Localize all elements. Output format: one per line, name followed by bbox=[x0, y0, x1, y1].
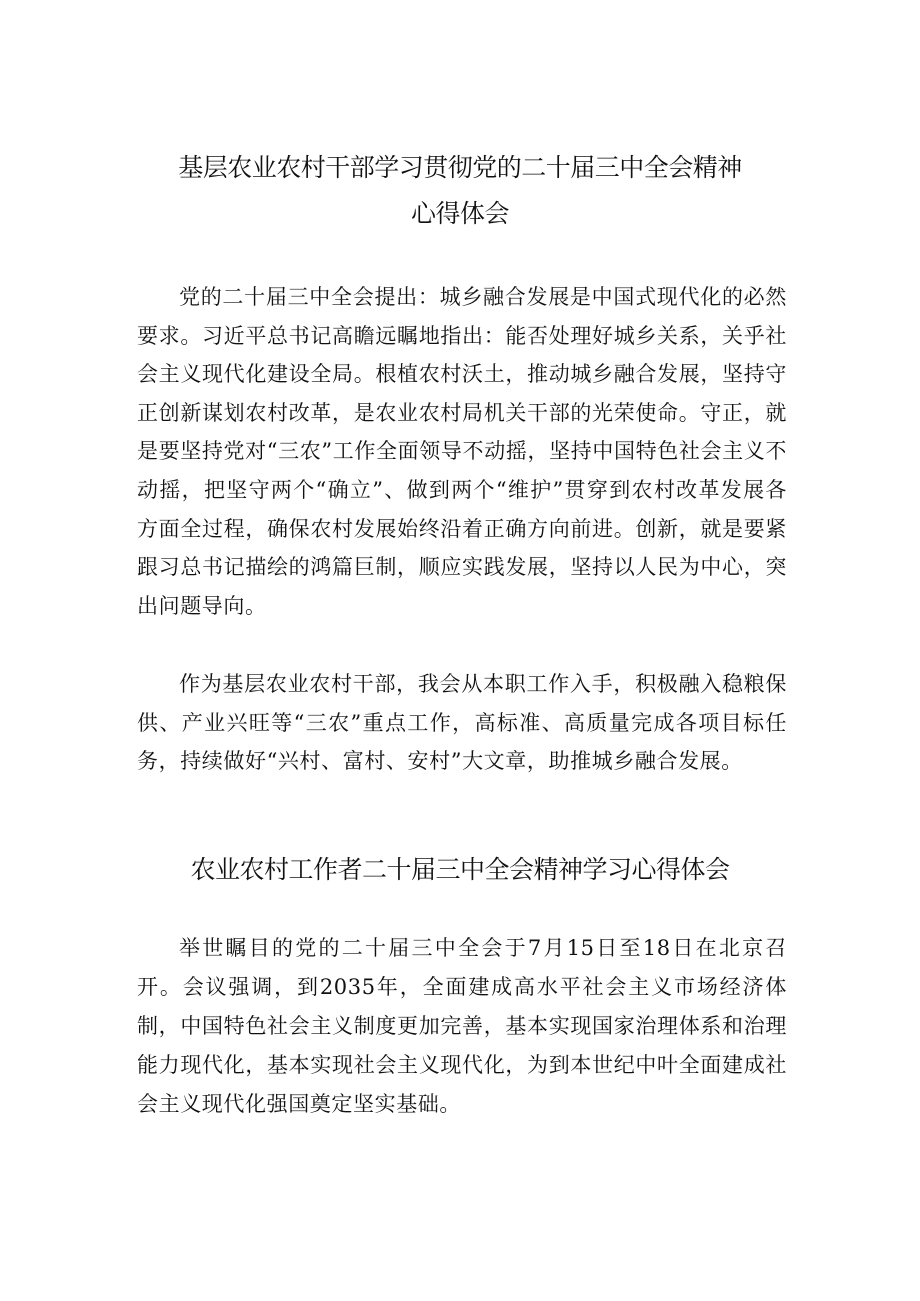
article2-paragraph-1: 举世瞩目的党的二十届三中全会于7月15日至18日在北京召开。会议强调，到2035年，全面建成高水平社会主义市场经济体制，中国特色社会主义制度更加完善，基本实现国家治理体系和治理能力现代化，基本实现社会主义现代化，为到本世纪中叶全面建成社会主义现代化强国奠定坚实基础。 bbox=[137, 936, 787, 1116]
article1-paragraph-2: 作为基层农业农村干部，我会从本职工作入手，积极融入稳粮保供、产业兴旺等“三农”重点工作，高标准、高质量完成各项目标任务，持续做好“兴村、富村、安村”大文章，助推城乡融合发展。 bbox=[137, 672, 787, 774]
article1-paragraph-1: 党的二十届三中全会提出：城乡融合发展是中国式现代化的必然要求。习近平总书记高瞻远瞩地指出：能否处理好城乡关系，关乎社会主义现代化建设全局。根植农村沃土，推动城乡融合发展，坚持守正创新谋划农村改革，是农业农村局机关干部的光荣使命。守正，就是要坚持党对“三农”工作全面领导不动摇，坚持中国特色社会主义不动摇，把坚守两个“确立”、做到两个“维护”贯穿到农村改革发展各方面全过程，确保农村发展始终沿着正确方向前进。创新，就是要紧跟习总书记描绘的鸿篇巨制，顺应实践发展，坚持以人民为中心，突出问题导向。 bbox=[137, 285, 787, 618]
article1-title-line1: 基层农业农村干部学习贯彻党的二十届三中全会精神 bbox=[178, 153, 742, 182]
article1-title-line2: 心得体会 bbox=[410, 199, 509, 228]
article2-title: 农业农村工作者二十届三中全会精神学习心得体会 bbox=[190, 855, 730, 884]
